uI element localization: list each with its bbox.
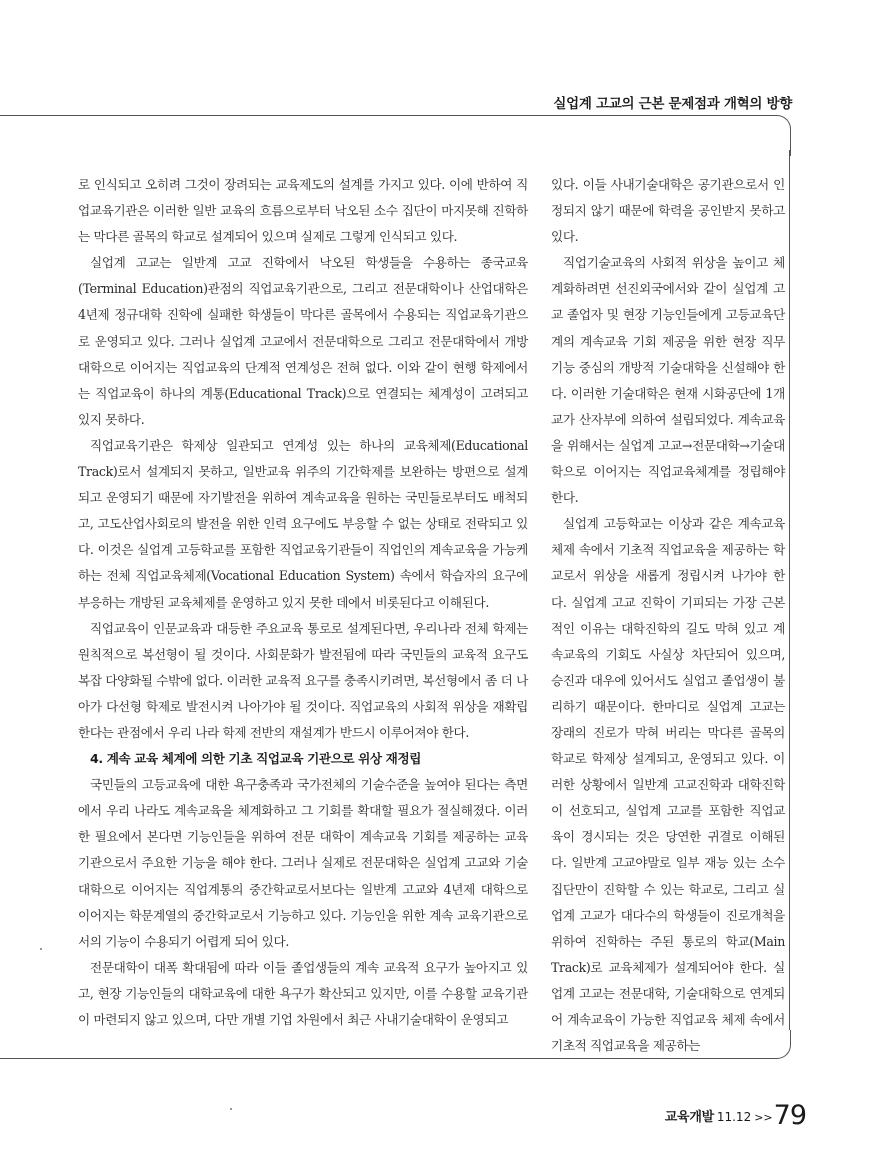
scan-speck (40, 948, 42, 950)
magazine-name: 교육개발 (664, 1110, 714, 1125)
right-column (551, 172, 785, 1059)
paragraph: 직업기술교육의 사회적 위상을 높이고 체계화하려면 선진외국에서와 같이 실업계 고교 졸업자 및 현장 기능인들에게 고등교육단계의 계속교육 기회 제공을 위한 현장 직무 기능 중심의 개방적 기술대학을 신설해야 한다. 이러한 기술대학은 현재 시화공단에 1개교가 산자부에 의하여 설립되었다. 계속교육을 위해서는 실업계 고교→전문대학→기술대학으로 이어지는 직업교육체계를 정립해야 한다. (551, 255, 785, 506)
paragraph: 있다. 이들 사내기술대학은 공기관으로서 인정되지 않기 때문에 학력을 공인받지 못하고 있다. (551, 177, 785, 245)
arrow-marker: >> (754, 1111, 773, 1124)
frame-right-rule (789, 150, 790, 1030)
paragraph: 국민들의 고등교육에 대한 욕구충족과 국가전체의 기술수준을 높여야 된다는 측면에서 우리 나라도 계속교육을 체계화하고 그 기회를 확대할 필요가 절실해졌다. 이러한 필요에서 본다면 기능인들을 위하여 전문 대학이 계속교육 기회를 제공하는 교육기관으로서 주요한 기능을 해야 한다. 그러나 실제로 전문대학은 실업계 고교와 기술대학으로 이어지는 직업계통의 중간학교로서보다는 일반계 고교와 4년제 대학으로 이어지는 학문계열의 중간학교로서 기능하고 있다. 기능인을 위한 계속 교육기관으로서의 기능이 수용되기 어렵게 되어 있다. (78, 777, 528, 949)
section-heading: 4. 계속 교육 체계에 의한 기초 직업교육 기관으로 위상 재정립 (90, 751, 421, 767)
paragraph: 실업계 고교는 일반계 고교 진학에서 낙오된 학생들을 수용하는 종국교육(Terminal Education)관점의 직업교육기관으로, 그리고 전문대학이나 산업대학은 4년제 정규대학 진학에 실패한 학생들이 막다른 골목에서 수용되는 직업교육기관으로 운영되고 있다. 그러나 실업계 고교에서 전문대학으로 그리고 전문대학에서 개방대학으로 이어지는 직업교육의 단계적 연계성은 전혀 없다. 이와 같이 현행 학제에서는 직업교육이 하나의 계통(Educational Track)으로 연결되는 체계성이 고려되고 있지 못하다. (78, 255, 528, 427)
paragraph: 실업계 고등학교는 이상과 같은 계속교육체제 속에서 기초적 직업교육을 제공하는 학교로서 위상을 새롭게 정립시켜 나가야 한다. 실업계 고교 진학이 기피되는 가장 근본적인 이유는 대학진학의 길도 막혀 있고 계속교육의 기회도 사실상 차단되어 있으며, 승진과 대우에 있어서도 실업고 졸업생이 불리하기 때문이다. 한마디로 실업계 고교는 장래의 진로가 막혀 버리는 막다른 골목의 학교로 학제상 설계되고, 운영되고 있다. 이러한 상황에서 일반계 고교진학과 대학진학이 선호되고, 실업계 고교를 포함한 직업교육이 경시되는 것은 당연한 귀결로 이해된다. 일반계 고교야말로 일부 재능 있는 소수집단만이 진학할 수 있는 학교로, 그리고 실업계 고교가 대다수의 학생들이 진로개척을 위하여 진학하는 주된 통로의 학교(Main Track)로 교육체제가 설계되어야 한다. 실업계 고교는 전문대학, 기술대학으로 연계되어 계속교육이 가능한 직업교육 체제 속에서 기초적 직업교육을 제공하는 (551, 516, 785, 1054)
scan-speck (230, 1108, 232, 1110)
paragraph: 로 인식되고 오히려 그것이 장려되는 교육제도의 설계를 가지고 있다. 이에 반하여 직업교육기관은 이러한 일반 교육의 흐름으로부터 낙오된 소수 집단이 마지못해 진학하는 막다른 골목의 학교로 설계되어 있으며 실제로 그렇게 인식되고 있다. (78, 177, 528, 245)
page-number: 79 (773, 1100, 806, 1131)
frame-top-rule (0, 115, 791, 156)
paragraph: 전문대학이 대폭 확대됨에 따라 이들 졸업생들의 계속 교육적 요구가 높아지고 있고, 현장 기능인들의 대학교육에 대한 욕구가 확산되고 있지만, 이를 수용할 교육기관이 마련되지 않고 있으며, 다만 개별 기업 차원에서 최근 사내기술대학이 운영되고 (78, 959, 528, 1027)
paragraph: 직업교육이 인문교육과 대등한 주요교육 통로로 설계된다면, 우리나라 전체 학제는 원칙적으로 복선형이 될 것이다. 사회문화가 발전됨에 따라 국민들의 교육적 요구도 복잡 다양화될 수밖에 없다. 이러한 교육적 요구를 충족시키려면, 복선형에서 좀 더 나아가 다선형 학제로 발전시켜 나아가야 될 것이다. 직업교육의 사회적 위상을 재확립한다는 관점에서 우리 나라 학제 전반의 재설계가 반드시 이루어져야 한다. (78, 620, 528, 740)
page-footer (665, 1100, 806, 1131)
running-title: 실업계 고교의 근본 문제점과 개혁의 방향 (553, 96, 792, 112)
paragraph: 직업교육기관은 학제상 일관되고 연계성 있는 하나의 교육체제(Educational Track)로서 설계되지 못하고, 일반교육 위주의 기간학제를 보완하는 방편으로 설계되고 운영되기 때문에 자기발전을 위하여 계속교육을 원하는 국민들로부터도 배척되고, 고도산업사회로의 발전을 위한 인력 요구에도 부응할 수 없는 상태로 전락되고 있다. 이것은 실업계 고등학교를 포함한 직업교육기관들이 직업인의 계속교육을 가능케 하는 전체 직업교육체제(Vocational Education System) 속에서 학습자의 요구에 부응하는 개방된 교육체제를 운영하고 있지 못한 데에서 비롯된다고 이해된다. (78, 437, 528, 610)
left-column (78, 172, 528, 1033)
issue-number: 11.12 (716, 1110, 752, 1124)
